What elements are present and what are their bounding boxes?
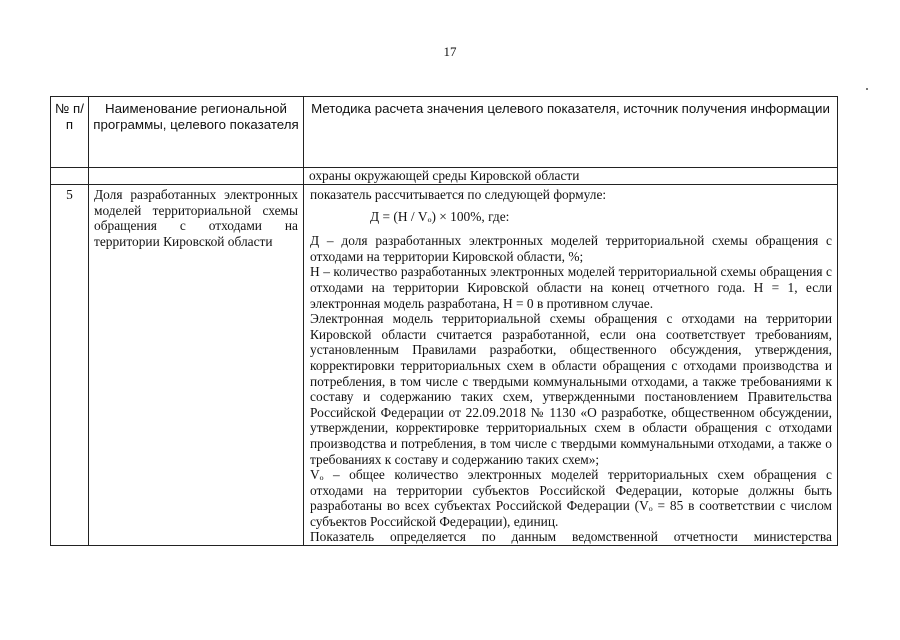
formula: Д = (Н / Vₒ) × 100%, где:	[370, 208, 510, 224]
data-source: Показатель определяется по данным ведомственной отчетности министерства	[310, 529, 832, 545]
definition-v: Vₒ – общее количество электронных моделей территориальных схем обращения с отходами на территории субъектов Российской Федерации, которые должны быть разработаны во всех субъектах Российской Федерации (Vₒ = 85 в соответствии с числом субъектов Российской Федерации), единиц.	[310, 467, 832, 529]
indicator-table	[50, 96, 838, 546]
continuation-row	[51, 168, 838, 185]
page-number: 17	[443, 44, 457, 59]
table-row	[51, 185, 838, 546]
header-name: Наименование региональной программы, целевого показателя	[89, 97, 304, 168]
scan-speck	[866, 88, 868, 90]
method-intro: показатель рассчитывается по следующей формуле:	[310, 187, 607, 202]
row-number: 5	[51, 185, 89, 546]
continuation-name-cell	[89, 168, 304, 185]
continuation-num-cell	[51, 168, 89, 185]
header-method: Методика расчета значения целевого показателя, источник получения информации	[304, 97, 838, 168]
header-num: № п/п	[51, 97, 89, 168]
table-header-row	[51, 97, 838, 168]
definition-h: Н – количество разработанных электронных моделей территориальной схемы обращения с отходами на территории Кировской области на конец отчетного года. Н = 1, если электронная модель разработана, Н = 0 в противном случае.	[310, 264, 832, 311]
definition-d: Д – доля разработанных электронных моделей территориальной схемы обращения с отходами на территории Кировской области, %;	[310, 233, 832, 264]
continuation-text: охраны окружающей среды Кировской области	[304, 168, 838, 185]
method-cell	[304, 185, 838, 546]
model-criteria: Электронная модель территориальной схемы обращения с отходами на территории Кировской области считается разработанной, если она соответствует требованиям, установленным Правилами разработки, общественного обсуждения, утверждения, корректировки территориальных схем в области обращения с отходами производства и потребления, в том числе с твердыми коммунальными отходами, а также требованиями к составу и содержанию таких схем, утвержденными постановлением Правительства Российской Федерации от 22.09.2018 № 1130 «О разработке, общественном обсуждении, утверждении, корректировке территориальных схем в области обращения с отходами производства и потребления, в том числе с твердыми коммунальными отходами, а также о требованиях к составу и содержанию таких схем»;	[310, 311, 832, 467]
indicator-name: Доля разработанных электронных моделей территориальной схемы обращения с отходами на территории Кировской области	[89, 185, 304, 546]
